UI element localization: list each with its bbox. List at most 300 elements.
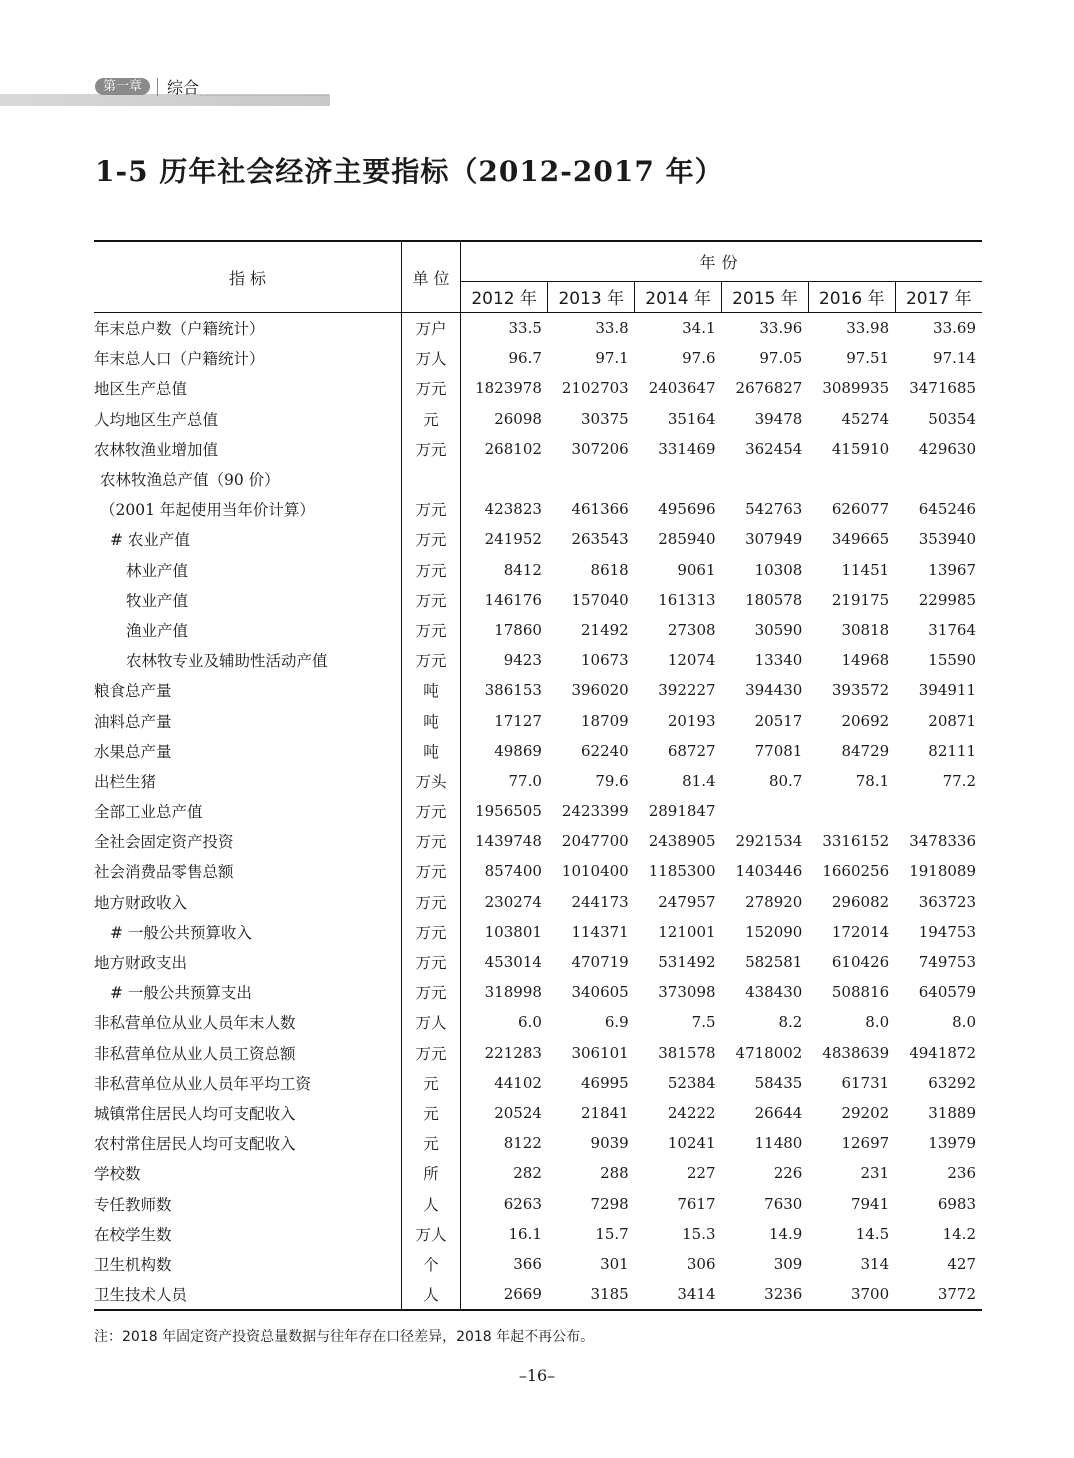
value-cell: 79.6 — [595, 771, 629, 790]
value-cell: 21841 — [581, 1103, 629, 1122]
table-row — [94, 1128, 982, 1158]
value-cell: 531492 — [658, 953, 716, 972]
value-cell: 221283 — [484, 1043, 542, 1062]
indicator-name: 地方财政收入 — [94, 893, 188, 912]
header-year: 2013 年 — [548, 281, 635, 312]
value-cell — [808, 464, 895, 494]
value-cell: 241952 — [484, 530, 542, 549]
value-cell: 542763 — [745, 500, 803, 519]
value-cell: 84729 — [841, 741, 890, 760]
value-cell: 236 — [947, 1164, 976, 1183]
table-row — [94, 705, 982, 735]
indicator-name: 地方财政支出 — [94, 954, 188, 973]
value-cell: 4718002 — [735, 1043, 803, 1062]
value-cell: 1660256 — [822, 862, 890, 881]
value-cell: 231 — [860, 1164, 890, 1183]
value-cell: 227 — [686, 1164, 716, 1183]
value-cell: 4941872 — [909, 1043, 976, 1062]
unit-cell: 万元 — [402, 555, 461, 585]
value-cell: 15590 — [928, 651, 976, 670]
value-cell: 2423399 — [561, 802, 629, 821]
table-row — [94, 494, 982, 524]
unit-cell: 吨 — [402, 705, 461, 735]
value-cell: 10673 — [581, 651, 629, 670]
unit-cell: 万户 — [402, 313, 461, 344]
indicator-name: # 一般公共预算支出 — [110, 984, 252, 1003]
value-cell: 749753 — [918, 953, 976, 972]
value-cell: 24222 — [667, 1103, 716, 1122]
value-cell: 33.5 — [508, 319, 542, 338]
value-cell: 495696 — [658, 500, 716, 519]
indicator-name: 年末总人口（户籍统计） — [94, 350, 265, 369]
value-cell: 27308 — [667, 620, 716, 639]
value-cell: 278920 — [745, 892, 803, 911]
chapter-separator — [157, 78, 158, 96]
value-cell: 21492 — [581, 620, 629, 639]
table-row — [94, 343, 982, 373]
indicator-name: 专任教师数 — [94, 1195, 172, 1214]
value-cell: 2102703 — [561, 379, 629, 398]
value-cell: 29202 — [841, 1103, 890, 1122]
value-cell: 45274 — [841, 409, 890, 428]
unit-cell — [402, 464, 461, 494]
value-cell: 331469 — [658, 439, 716, 458]
indicator-name: 人均地区生产总值 — [94, 410, 219, 429]
value-cell: 63292 — [928, 1073, 976, 1092]
table-row — [94, 404, 982, 434]
value-cell: 263543 — [571, 530, 629, 549]
value-cell: 282 — [513, 1164, 542, 1183]
value-cell: 20871 — [928, 711, 976, 730]
value-cell: 8618 — [590, 560, 629, 579]
value-cell: 97.51 — [846, 349, 890, 368]
value-cell: 194753 — [918, 922, 976, 941]
table-row — [94, 1188, 982, 1218]
value-cell: 461366 — [571, 500, 629, 519]
value-cell: 14.9 — [768, 1224, 803, 1243]
table-row — [94, 1279, 982, 1310]
value-cell: 1918089 — [909, 862, 976, 881]
indicator-name: 渔业产值 — [126, 621, 189, 640]
value-cell: 2438905 — [648, 832, 716, 851]
value-cell: 26644 — [754, 1103, 803, 1122]
header-year: 2012 年 — [461, 281, 548, 312]
table-row — [94, 736, 982, 766]
value-cell: 146176 — [484, 590, 542, 609]
indicator-name: # 一般公共预算收入 — [110, 923, 252, 942]
table-row — [94, 585, 982, 615]
value-cell: 161313 — [658, 590, 716, 609]
indicator-name: 社会消费品零售总额 — [94, 863, 234, 882]
table-row — [94, 826, 982, 856]
value-cell: 152090 — [745, 922, 803, 941]
value-cell: 2891847 — [648, 802, 716, 821]
value-cell — [722, 464, 809, 494]
indicator-name: （2001 年起使用当年价计算） — [100, 501, 315, 520]
unit-cell: 万元 — [402, 494, 461, 524]
value-cell: 10308 — [754, 560, 803, 579]
value-cell: 3414 — [677, 1285, 716, 1304]
header-year: 2016 年 — [808, 281, 895, 312]
table-row — [94, 645, 982, 675]
value-cell: 10241 — [667, 1134, 716, 1153]
value-cell: 30375 — [581, 409, 629, 428]
table-row — [94, 796, 982, 826]
value-cell: 415910 — [831, 439, 890, 458]
indicator-name: 出栏生猪 — [94, 772, 157, 791]
unit-cell: 元 — [402, 404, 461, 434]
table-row — [94, 615, 982, 645]
table-row — [94, 1219, 982, 1249]
value-cell: 114371 — [571, 922, 629, 941]
value-cell: 1010400 — [561, 862, 629, 881]
unit-cell: 万元 — [402, 917, 461, 947]
value-cell: 20193 — [667, 711, 716, 730]
value-cell: 7941 — [850, 1194, 890, 1213]
value-cell: 362454 — [745, 439, 803, 458]
value-cell: 8122 — [503, 1134, 542, 1153]
unit-cell: 个 — [402, 1249, 461, 1279]
unit-cell: 万元 — [402, 796, 461, 826]
value-cell: 645246 — [918, 500, 976, 519]
indicator-name: 油料总产量 — [94, 712, 172, 731]
value-cell: 9423 — [503, 651, 542, 670]
header-year: 2014 年 — [635, 281, 722, 312]
header-indicator: 指 标 — [94, 241, 402, 313]
value-cell: 2047700 — [561, 832, 629, 851]
table-row — [94, 917, 982, 947]
unit-cell: 元 — [402, 1128, 461, 1158]
value-cell: 6263 — [503, 1194, 542, 1213]
value-cell: 427 — [947, 1254, 976, 1273]
value-cell: 1956505 — [475, 802, 542, 821]
unit-cell: 所 — [402, 1158, 461, 1188]
value-cell: 285940 — [658, 530, 716, 549]
indicator-name: 农村常住居民人均可支配收入 — [94, 1135, 296, 1154]
value-cell: 3089935 — [822, 379, 890, 398]
table-row — [94, 1038, 982, 1068]
value-cell: 14.5 — [855, 1224, 890, 1243]
indicator-name: 学校数 — [94, 1165, 141, 1184]
value-cell: 49869 — [494, 741, 542, 760]
header-year: 2015 年 — [722, 281, 809, 312]
indicator-name: 非私营单位从业人员工资总额 — [94, 1044, 296, 1063]
value-cell: 229985 — [918, 590, 976, 609]
value-cell: 97.6 — [682, 349, 716, 368]
table-row — [94, 434, 982, 464]
table-row — [94, 1098, 982, 1128]
value-cell: 39478 — [754, 409, 803, 428]
value-cell: 610426 — [831, 953, 890, 972]
table-row — [94, 555, 982, 585]
value-cell: 226 — [773, 1164, 803, 1183]
value-cell: 13967 — [928, 560, 976, 579]
indicator-name: 年末总户数（户籍统计） — [94, 320, 265, 339]
unit-cell: 万元 — [402, 434, 461, 464]
unit-cell: 万元 — [402, 524, 461, 554]
unit-cell: 万元 — [402, 826, 461, 856]
value-cell — [635, 464, 722, 494]
value-cell: 8.0 — [865, 1013, 890, 1032]
value-cell: 31889 — [928, 1103, 976, 1122]
value-cell: 9061 — [677, 560, 716, 579]
value-cell: 14968 — [841, 651, 890, 670]
value-cell: 2403647 — [648, 379, 716, 398]
chapter-title: 综合 — [167, 78, 200, 97]
unit-cell: 万人 — [402, 1219, 461, 1249]
value-cell: 44102 — [494, 1073, 542, 1092]
value-cell: 18709 — [581, 711, 629, 730]
table-row — [94, 1068, 982, 1098]
value-cell: 9039 — [590, 1134, 629, 1153]
value-cell: 7.5 — [691, 1013, 716, 1032]
value-cell: 309 — [773, 1254, 803, 1273]
value-cell: 340605 — [571, 983, 629, 1002]
indicator-name: 林业产值 — [126, 561, 189, 580]
value-cell: 392227 — [658, 681, 716, 700]
value-cell: 396020 — [571, 681, 629, 700]
value-cell: 582581 — [745, 953, 803, 972]
value-cell: 26098 — [494, 409, 542, 428]
value-cell: 13340 — [754, 651, 803, 670]
unit-cell: 万人 — [402, 343, 461, 373]
value-cell: 30818 — [841, 620, 890, 639]
indicator-name: 非私营单位从业人员年末人数 — [94, 1014, 296, 1033]
value-cell: 1823978 — [475, 379, 542, 398]
value-cell: 244173 — [571, 892, 629, 911]
value-cell: 33.96 — [759, 319, 803, 338]
value-cell: 394911 — [918, 681, 976, 700]
value-cell: 3185 — [590, 1285, 629, 1304]
value-cell: 306101 — [571, 1043, 629, 1062]
unit-cell: 万人 — [402, 1007, 461, 1037]
value-cell: 15.3 — [682, 1224, 716, 1243]
chapter-label: 第一章 — [95, 75, 150, 94]
indicator-table — [94, 240, 982, 1311]
table-row — [94, 947, 982, 977]
indicator-name: 卫生机构数 — [94, 1255, 172, 1274]
value-cell — [895, 464, 982, 494]
value-cell: 34.1 — [682, 319, 716, 338]
indicator-name: 农林牧渔总产值（90 价） — [100, 471, 280, 490]
value-cell: 2921534 — [735, 832, 803, 851]
value-cell: 386153 — [484, 681, 542, 700]
unit-cell: 吨 — [402, 736, 461, 766]
value-cell: 307206 — [571, 439, 629, 458]
value-cell: 97.05 — [759, 349, 803, 368]
value-cell: 121001 — [658, 922, 716, 941]
value-cell: 16.1 — [508, 1224, 542, 1243]
unit-cell: 万头 — [402, 766, 461, 796]
value-cell: 31764 — [928, 620, 976, 639]
page-number: –16– — [518, 1366, 556, 1385]
value-cell — [722, 796, 809, 826]
value-cell: 288 — [600, 1164, 629, 1183]
value-cell: 470719 — [571, 953, 629, 972]
value-cell: 33.69 — [933, 319, 976, 338]
value-cell: 80.7 — [768, 771, 803, 790]
value-cell: 7298 — [590, 1194, 629, 1213]
table-row — [94, 464, 982, 494]
value-cell: 103801 — [484, 922, 542, 941]
indicator-name: 全部工业总产值 — [94, 803, 203, 822]
header-years-group: 年份 — [461, 241, 983, 281]
value-cell: 3471685 — [909, 379, 976, 398]
header-year: 2017 年 — [895, 281, 982, 312]
value-cell: 3700 — [850, 1285, 890, 1304]
value-cell: 301 — [600, 1254, 629, 1273]
value-cell: 46995 — [581, 1073, 629, 1092]
value-cell: 296082 — [831, 892, 890, 911]
value-cell: 52384 — [667, 1073, 716, 1092]
unit-cell: 万元 — [402, 585, 461, 615]
value-cell: 353940 — [918, 530, 976, 549]
value-cell: 640579 — [918, 983, 976, 1002]
unit-cell: 万元 — [402, 947, 461, 977]
value-cell: 7617 — [677, 1194, 716, 1213]
value-cell: 306 — [686, 1254, 716, 1273]
value-cell: 61731 — [841, 1073, 890, 1092]
value-cell: 35164 — [667, 409, 716, 428]
indicator-name: 非私营单位从业人员年平均工资 — [94, 1074, 312, 1093]
value-cell: 429630 — [918, 439, 976, 458]
value-cell: 20524 — [494, 1103, 542, 1122]
value-cell — [895, 796, 982, 826]
unit-cell: 人 — [402, 1279, 461, 1310]
value-cell: 3478336 — [909, 832, 976, 851]
value-cell: 219175 — [831, 590, 890, 609]
value-cell: 8.2 — [778, 1013, 803, 1032]
table-row — [94, 1007, 982, 1037]
value-cell — [808, 796, 895, 826]
unit-cell: 元 — [402, 1068, 461, 1098]
header-unit: 单 位 — [402, 241, 461, 313]
value-cell: 6.0 — [518, 1013, 542, 1032]
value-cell: 4838639 — [822, 1043, 890, 1062]
table-row — [94, 373, 982, 403]
unit-cell: 万元 — [402, 856, 461, 886]
value-cell: 3236 — [764, 1285, 803, 1304]
value-cell: 20692 — [841, 711, 890, 730]
indicator-name: 地区生产总值 — [94, 380, 188, 399]
indicator-name: 粮食总产量 — [94, 682, 172, 701]
value-cell: 97.14 — [933, 349, 976, 368]
value-cell: 17860 — [494, 620, 542, 639]
value-cell: 11451 — [841, 560, 890, 579]
unit-cell: 万元 — [402, 373, 461, 403]
indicator-name: 卫生技术人员 — [94, 1286, 188, 1305]
value-cell: 307949 — [745, 530, 803, 549]
value-cell: 180578 — [745, 590, 803, 609]
value-cell: 96.7 — [508, 349, 542, 368]
unit-cell: 万元 — [402, 977, 461, 1007]
unit-cell: 万元 — [402, 887, 461, 917]
value-cell: 508816 — [831, 983, 890, 1002]
value-cell: 314 — [860, 1254, 890, 1273]
value-cell: 33.8 — [595, 319, 629, 338]
value-cell: 15.7 — [595, 1224, 629, 1243]
value-cell: 78.1 — [855, 771, 890, 790]
value-cell: 20517 — [754, 711, 803, 730]
value-cell: 247957 — [658, 892, 716, 911]
value-cell: 393572 — [831, 681, 890, 700]
value-cell: 857400 — [484, 862, 542, 881]
unit-cell: 万元 — [402, 615, 461, 645]
value-cell: 423823 — [484, 500, 542, 519]
unit-cell: 人 — [402, 1188, 461, 1218]
value-cell: 7630 — [764, 1194, 803, 1213]
indicator-name: 在校学生数 — [94, 1225, 172, 1244]
value-cell: 30590 — [754, 620, 803, 639]
value-cell: 2676827 — [735, 379, 803, 398]
value-cell: 1403446 — [735, 862, 803, 881]
value-cell — [548, 464, 635, 494]
table-row — [94, 524, 982, 554]
footnote: 注：2018 年固定资产投资总量数据与往年存在口径差异，2018 年起不再公布。 — [94, 1329, 595, 1345]
value-cell: 349665 — [831, 530, 890, 549]
value-cell: 157040 — [571, 590, 629, 609]
value-cell: 81.4 — [682, 771, 716, 790]
value-cell: 17127 — [494, 711, 542, 730]
value-cell: 14.2 — [942, 1224, 976, 1243]
indicator-name: # 农业产值 — [110, 531, 190, 550]
value-cell: 453014 — [484, 953, 542, 972]
value-cell: 12697 — [841, 1134, 890, 1153]
unit-cell: 吨 — [402, 675, 461, 705]
value-cell: 97.1 — [595, 349, 629, 368]
page-title: 1-5 历年社会经济主要指标（2012-2017 年） — [95, 155, 724, 188]
indicator-name: 牧业产值 — [126, 591, 189, 610]
value-cell: 50354 — [928, 409, 976, 428]
value-cell: 1439748 — [475, 832, 542, 851]
indicator-name: 城镇常住居民人均可支配收入 — [94, 1104, 296, 1123]
value-cell: 363723 — [918, 892, 976, 911]
value-cell: 33.98 — [846, 319, 890, 338]
value-cell: 62240 — [581, 741, 629, 760]
value-cell: 82111 — [928, 741, 976, 760]
value-cell: 68727 — [667, 741, 716, 760]
unit-cell: 万元 — [402, 645, 461, 675]
table-row — [94, 766, 982, 796]
value-cell: 373098 — [658, 983, 716, 1002]
value-cell: 77081 — [754, 741, 803, 760]
value-cell: 318998 — [484, 983, 542, 1002]
value-cell: 6983 — [937, 1194, 976, 1213]
value-cell: 1185300 — [648, 862, 716, 881]
value-cell: 77.2 — [942, 771, 976, 790]
value-cell: 381578 — [658, 1043, 716, 1062]
value-cell: 13979 — [928, 1134, 976, 1153]
value-cell: 3316152 — [822, 832, 890, 851]
value-cell: 8.0 — [952, 1013, 976, 1032]
value-cell: 11480 — [754, 1134, 803, 1153]
indicator-name: 农林牧渔业增加值 — [94, 440, 219, 459]
indicator-name: 农林牧专业及辅助性活动产值 — [126, 652, 328, 671]
value-cell: 58435 — [754, 1073, 803, 1092]
unit-cell: 万元 — [402, 1038, 461, 1068]
value-cell: 8412 — [503, 560, 542, 579]
value-cell: 12074 — [667, 651, 716, 670]
table-row — [94, 887, 982, 917]
value-cell: 268102 — [484, 439, 542, 458]
table-row — [94, 675, 982, 705]
table-row — [94, 856, 982, 886]
table-row — [94, 313, 982, 344]
table-row — [94, 1158, 982, 1188]
value-cell: 366 — [513, 1254, 542, 1273]
value-cell: 438430 — [745, 983, 803, 1002]
indicator-name: 全社会固定资产投资 — [94, 833, 234, 852]
